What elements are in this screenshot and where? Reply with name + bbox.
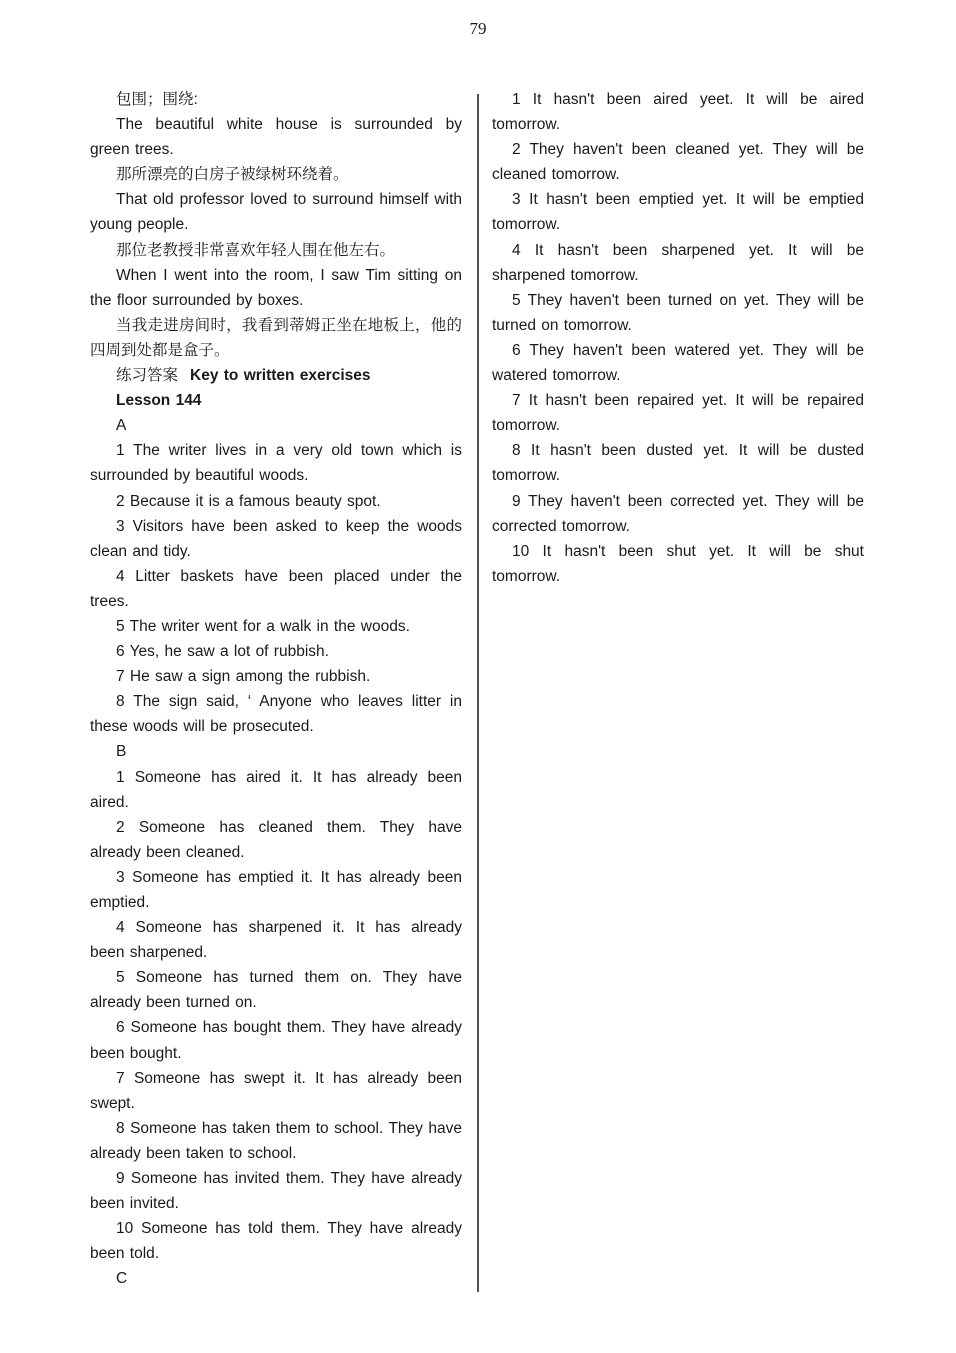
- lesson-heading: Lesson 144: [116, 392, 202, 410]
- answer-c2: 2 They haven't been cleaned yet. They will be cleaned tomorrow.: [492, 141, 864, 184]
- answer-c6: 6 They haven't been watered yet. They will be watered tomorrow.: [492, 341, 864, 385]
- page-number: 79: [469, 19, 487, 38]
- answer-a8: 8 The sign said, ‘ Anyone who leaves litter in these woods will be prosecuted.: [90, 693, 462, 736]
- answer-c7: 7 It hasn't been repaired yet. It will be repaired tomorrow.: [492, 392, 864, 435]
- section-label-b: B: [116, 743, 127, 761]
- answer-b6: 6 Someone has bought them. They have already been bought.: [90, 1019, 462, 1062]
- translation-zh: 那位老教授非常喜欢年轻人围在他左右。: [116, 241, 396, 259]
- answer-c3: 3 It hasn't been emptied yet. It will be emptied tomorrow.: [492, 191, 864, 234]
- example-sentence: That old professor loved to surround himself with young people.: [90, 191, 462, 234]
- section-label-c: C: [116, 1270, 128, 1288]
- answer-b9: 9 Someone has invited them. They have already been invited.: [90, 1170, 462, 1213]
- example-sentence: The beautiful white house is surrounded by green trees.: [90, 116, 462, 159]
- answer-c9: 9 They haven't been corrected yet. They will be corrected tomorrow.: [492, 492, 864, 535]
- answer-a4: 4 Litter baskets have been placed under the trees.: [90, 567, 462, 610]
- section-label-a: A: [116, 417, 127, 435]
- translation-zh: 当我走进房间时，我看到蒂姆正坐在地板上，他的四周到处都是盒子。: [90, 316, 462, 359]
- page-content: [90, 87, 864, 1292]
- answer-a3: 3 Visitors have been asked to keep the woods clean and tidy.: [90, 517, 462, 560]
- answer-b4: 4 Someone has sharpened it. It has already been sharpened.: [90, 919, 462, 962]
- answer-b7: 7 Someone has swept it. It has already been swept.: [90, 1069, 462, 1112]
- answer-c10: 10 It hasn't been shut yet. It will be shut tomorrow.: [492, 542, 864, 585]
- definition-heading: 包围；围绕:: [116, 91, 198, 108]
- key-heading: [90, 363, 462, 388]
- answer-b10: 10 Someone has told them. They have already been told.: [90, 1220, 462, 1263]
- answer-b1: 1 Someone has aired it. It has already been aired.: [90, 768, 462, 811]
- example-sentence: When I went into the room, I saw Tim sitting on the floor surrounded by boxes.: [90, 266, 462, 309]
- answer-c4: 4 It hasn't been sharpened yet. It will be sharpened tomorrow.: [492, 241, 864, 284]
- answer-c8: 8 It hasn't been dusted yet. It will be dusted tomorrow.: [492, 442, 864, 485]
- answer-c5: 5 They haven't been turned on yet. They will be turned on tomorrow.: [492, 291, 864, 334]
- answer-c1: 1 It hasn't been aired yeet. It will be aired tomorrow.: [492, 91, 864, 134]
- translation-zh: 那所漂亮的白房子被绿树环绕着。: [116, 166, 349, 184]
- key-heading-zh: 练习答案: [116, 367, 179, 385]
- answer-b2: 2 Someone has cleaned them. They have already been cleaned.: [90, 818, 462, 861]
- answer-a1: 1 The writer lives in a very old town which is surrounded by beautiful woods.: [90, 442, 462, 485]
- key-heading-en: Key to written exercises: [190, 367, 371, 385]
- left-column: [90, 87, 462, 1292]
- answer-b3: 3 Someone has emptied it. It has already been emptied.: [90, 868, 462, 911]
- column-divider: [477, 94, 479, 1292]
- answer-a7: 7 He saw a sign among the rubbish.: [116, 668, 371, 686]
- answer-a5: 5 The writer went for a walk in the woods.: [116, 617, 410, 635]
- answer-a2: 2 Because it is a famous beauty spot.: [116, 492, 381, 510]
- answer-a6: 6 Yes, he saw a lot of rubbish.: [116, 643, 329, 661]
- answer-b8: 8 Someone has taken them to school. They have already been taken to school.: [90, 1119, 462, 1162]
- right-column: [492, 87, 864, 1292]
- answer-b5: 5 Someone has turned them on. They have already been turned on.: [90, 969, 462, 1012]
